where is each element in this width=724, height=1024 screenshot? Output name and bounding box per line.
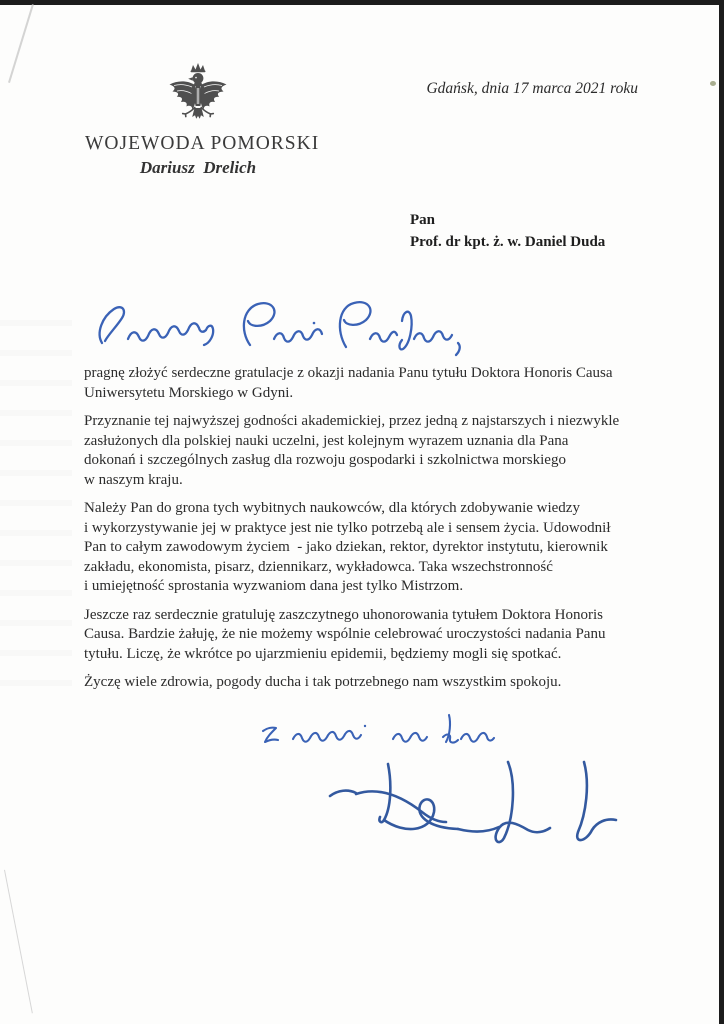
paragraph bbox=[84, 606, 669, 665]
scan-border-top bbox=[0, 0, 724, 5]
scan-speck bbox=[710, 81, 716, 86]
letter-line: Należy Pan do grona tych wybitnych naukowców, dla których zdobywanie wiedzy bbox=[84, 500, 580, 516]
polish-eagle-emblem-icon bbox=[168, 62, 228, 128]
date-line: Gdańsk, dnia 17 marca 2021 roku bbox=[426, 80, 638, 97]
scan-border-right bbox=[719, 0, 724, 1024]
addressee-salutation: Pan bbox=[410, 212, 436, 228]
addressee-block bbox=[410, 210, 605, 253]
letter-line: zakładu, ekonomista, pisarz, dziennikarz, wykładowca. Taka wszechstronność bbox=[84, 558, 553, 575]
addressee-name: Prof. dr kpt. ż. w. Daniel Duda bbox=[410, 233, 606, 250]
letter-line: Causa. Bardzie żałuję, że nie możemy wspólnie celebrować uroczystości nadania Panu bbox=[84, 626, 606, 642]
paragraph bbox=[84, 673, 669, 693]
letterhead bbox=[85, 62, 320, 178]
letterhead-official-name: Dariusz Drelich bbox=[139, 158, 257, 177]
letter-line: Jeszcze raz serdecznie gratuluję zaszczytnego uhonorowania tytułem Doktora Honoris bbox=[84, 606, 603, 623]
scan-smudge bbox=[0, 320, 72, 700]
letter-line: dokonań i szczególnych zasług dla rozwoju gospodarki i szkolnictwa morskiego bbox=[84, 452, 566, 468]
letter-line: Przyznanie tej najwyższej godności akademickiej, przez jedną z najstarszych i niezwykle bbox=[84, 413, 620, 429]
paragraph bbox=[84, 364, 669, 403]
letter-line: i umiejętność sprostania wyzwaniom dana jest tylko Mistrzom. bbox=[84, 578, 464, 594]
letter-line: tytułu. Liczę, że wkrótce po ujarzmieniu epidemii, będziemy mogli się spotkać. bbox=[84, 645, 562, 662]
letter-line: Pan to całym zawodowym życiem - jako dziekan, rektor, dyrektor instytutu, kierownik bbox=[84, 539, 608, 555]
paragraph bbox=[84, 499, 669, 597]
letter-line: pragnę złożyć serdeczne gratulacje z okazji nadania Panu tytułu Doktora Honoris Causa bbox=[84, 365, 613, 381]
scan-scratch-line bbox=[4, 870, 33, 1014]
scan-fold-line bbox=[8, 4, 33, 83]
letter-line: w naszym kraju. bbox=[84, 471, 183, 488]
handwritten-greeting bbox=[92, 297, 470, 359]
letter-line: zasłużonych dla polskiej nauki uczelni, jest kolejnym wyrazem uznania dla Pana bbox=[84, 432, 569, 449]
letter-line: Uniwersytetu Morskiego w Gdyni. bbox=[84, 384, 294, 401]
letterhead-office-title: WOJEWODA POMORSKI bbox=[85, 133, 320, 154]
paragraph bbox=[84, 412, 669, 490]
letter-line: Życzę wiele zdrowia, pogody ducha i tak potrzebnego nam wszystkim spokoju. bbox=[84, 674, 562, 690]
handwritten-signature bbox=[322, 752, 622, 867]
letter-body bbox=[84, 364, 669, 702]
letter-line: i wykorzystywanie jej w praktyce jest nie tylko potrzebą ale i sensem życia. Udowodnił bbox=[84, 519, 611, 536]
